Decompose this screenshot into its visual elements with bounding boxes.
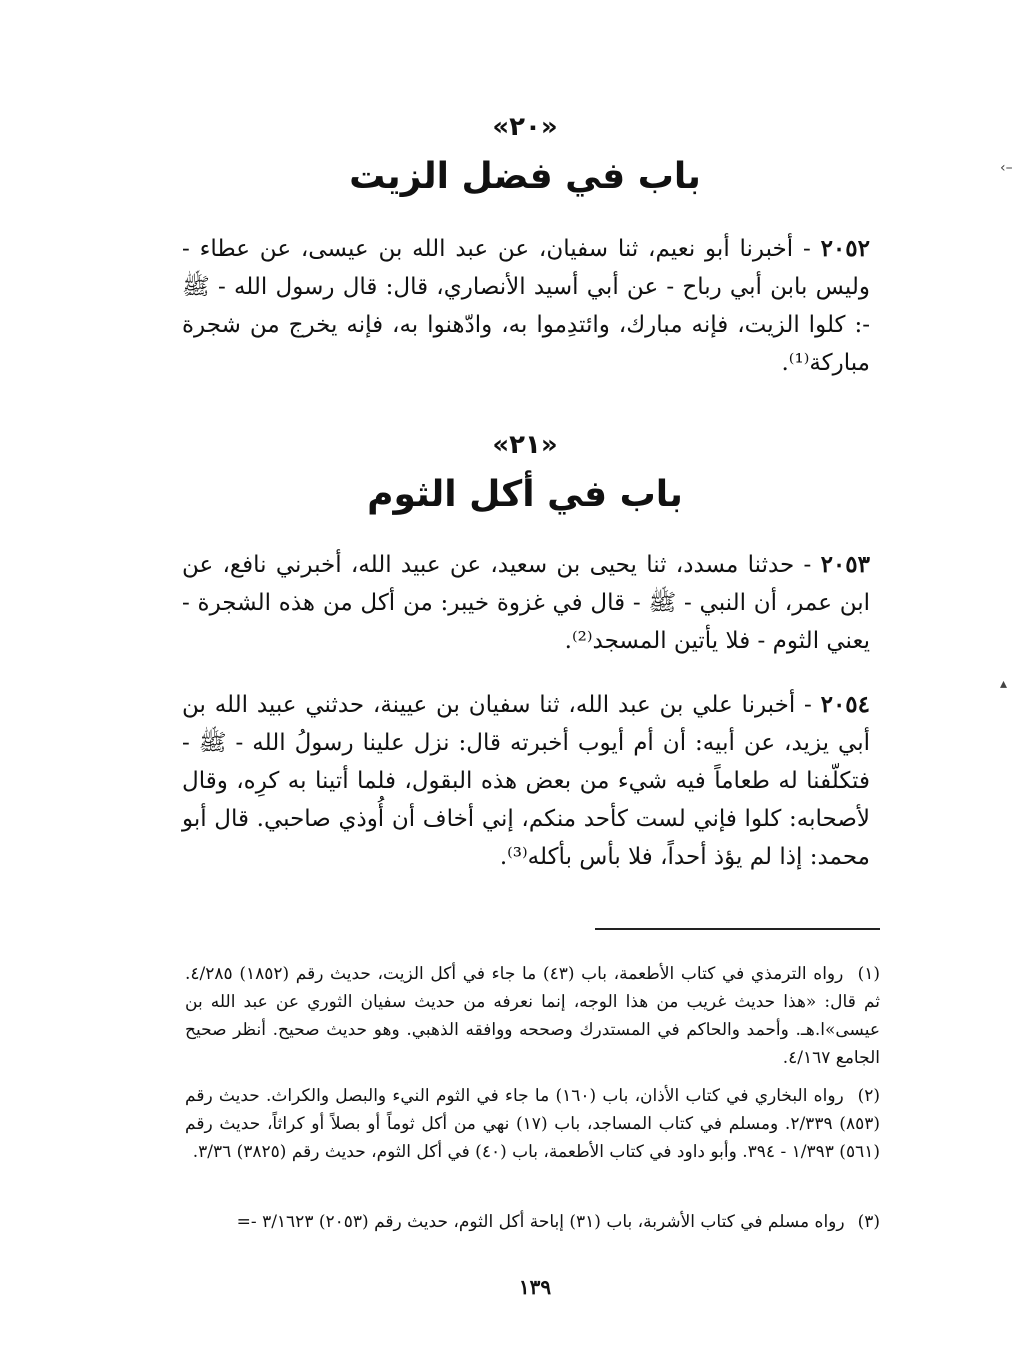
footnote-number: (٣) (857, 1212, 880, 1232)
footnote-number: (٢) (857, 1086, 880, 1106)
section-number: «٢١» (492, 430, 558, 460)
hadith-text: - حدثنا مسدد، ثنا يحيى بن سعيد، عن عبيد الله، أخبرني نافع، عن ابن عمر، أن النبي - ﷺ - قال في غزوة خيبر: من أكل من هذه الشجرة - يعني الثوم - فلا يأتين المسجد⁽²⁾. (182, 552, 870, 654)
footnote (185, 960, 880, 1072)
footnote-divider (595, 928, 880, 930)
footnote (185, 1082, 880, 1166)
hadith-number: ٢٠٥٢ (820, 235, 870, 262)
footnote (185, 1208, 880, 1236)
page-number: ١٣٩ (518, 1275, 552, 1299)
footnote-text: رواه البخاري في كتاب الأذان، باب (١٦٠) ما جاء في الثوم النيء والبصل والكراث. حديث رقم (٨٥٣) ٢/٣٣٩. ومسلم في كتاب المساجد، باب (١٧) نهي من أكل ثوماً أو بصلاً أو كراثاً، حديث رقم (٥٦١) ١/٣٩٣ - ٣٩٤. وأبو داود في كتاب الأطعمة، باب (٤٠) في أكل الثوم، حديث رقم (٣٨٢٥) ٣/٣٦. (185, 1086, 880, 1162)
hadith-paragraph (182, 546, 870, 660)
footnote-text: رواه الترمذي في كتاب الأطعمة، باب (٤٣) ما جاء في أكل الزيت، حديث رقم (١٨٥٢) ٤/٢٨٥. ثم قال: «هذا حديث غريب من هذا الوجه، إنما نعرفه من حديث سفيان الثوري عن عبد الله بن عيسى»ا.هـ. وأحمد والحاكم في المستدرك وصححه ووافقه الذهبي. وهو حديث صحيح. أنظر صحيح الجامع ٤/١٦٧. (185, 964, 880, 1068)
hadith-number: ٢٠٥٣ (820, 551, 870, 578)
footnote-text: رواه مسلم في كتاب الأشربة، باب (٣١) إباحة أكل الثوم، حديث رقم (٢٠٥٣) ٣/١٦٢٣ -= (236, 1212, 845, 1232)
scan-mark: ▴ (1000, 676, 1008, 692)
hadith-number: ٢٠٥٤ (820, 691, 871, 718)
footnote-number: (١) (857, 964, 880, 984)
hadith-text: - أخبرنا علي بن عبد الله، ثنا سفيان بن عيينة، حدثني عبيد الله بن أبي يزيد، عن أبيه: أن أم أيوب أخبرته قال: نزل علينا رسولُ الله - ﷺ - فتكلّفنا له طعاماً فيه شيء من بعض هذه البقول، فلما أتينا به كرِه، وقال لأصحابه: كلوا فإني لست كأحد منكم، إني أخاف أن أُوذي صاحبي. قال أبو محمد: إذا لم يؤذ أحداً، فلا بأس بأكله⁽³⁾. (182, 692, 870, 870)
hadith-paragraph (182, 686, 870, 876)
section-number: «٢٠» (492, 112, 558, 142)
section-title: باب في فضل الزيت (349, 156, 701, 197)
scan-mark: ‹– (1000, 160, 1013, 176)
section-title: باب في أكل الثوم (367, 474, 683, 515)
hadith-text: - أخبرنا أبو نعيم، ثنا سفيان، عن عبد الله بن عيسى، عن عطاء - وليس بابن أبي رباح - عن أبي أسيد الأنصاري، قال: قال رسول الله - ﷺ -: كلوا الزيت، فإنه مبارك، وائتدِموا به، وادّهنوا به، فإنه يخرج من شجرة مباركة⁽¹⁾. (182, 236, 870, 376)
hadith-paragraph (182, 230, 870, 382)
